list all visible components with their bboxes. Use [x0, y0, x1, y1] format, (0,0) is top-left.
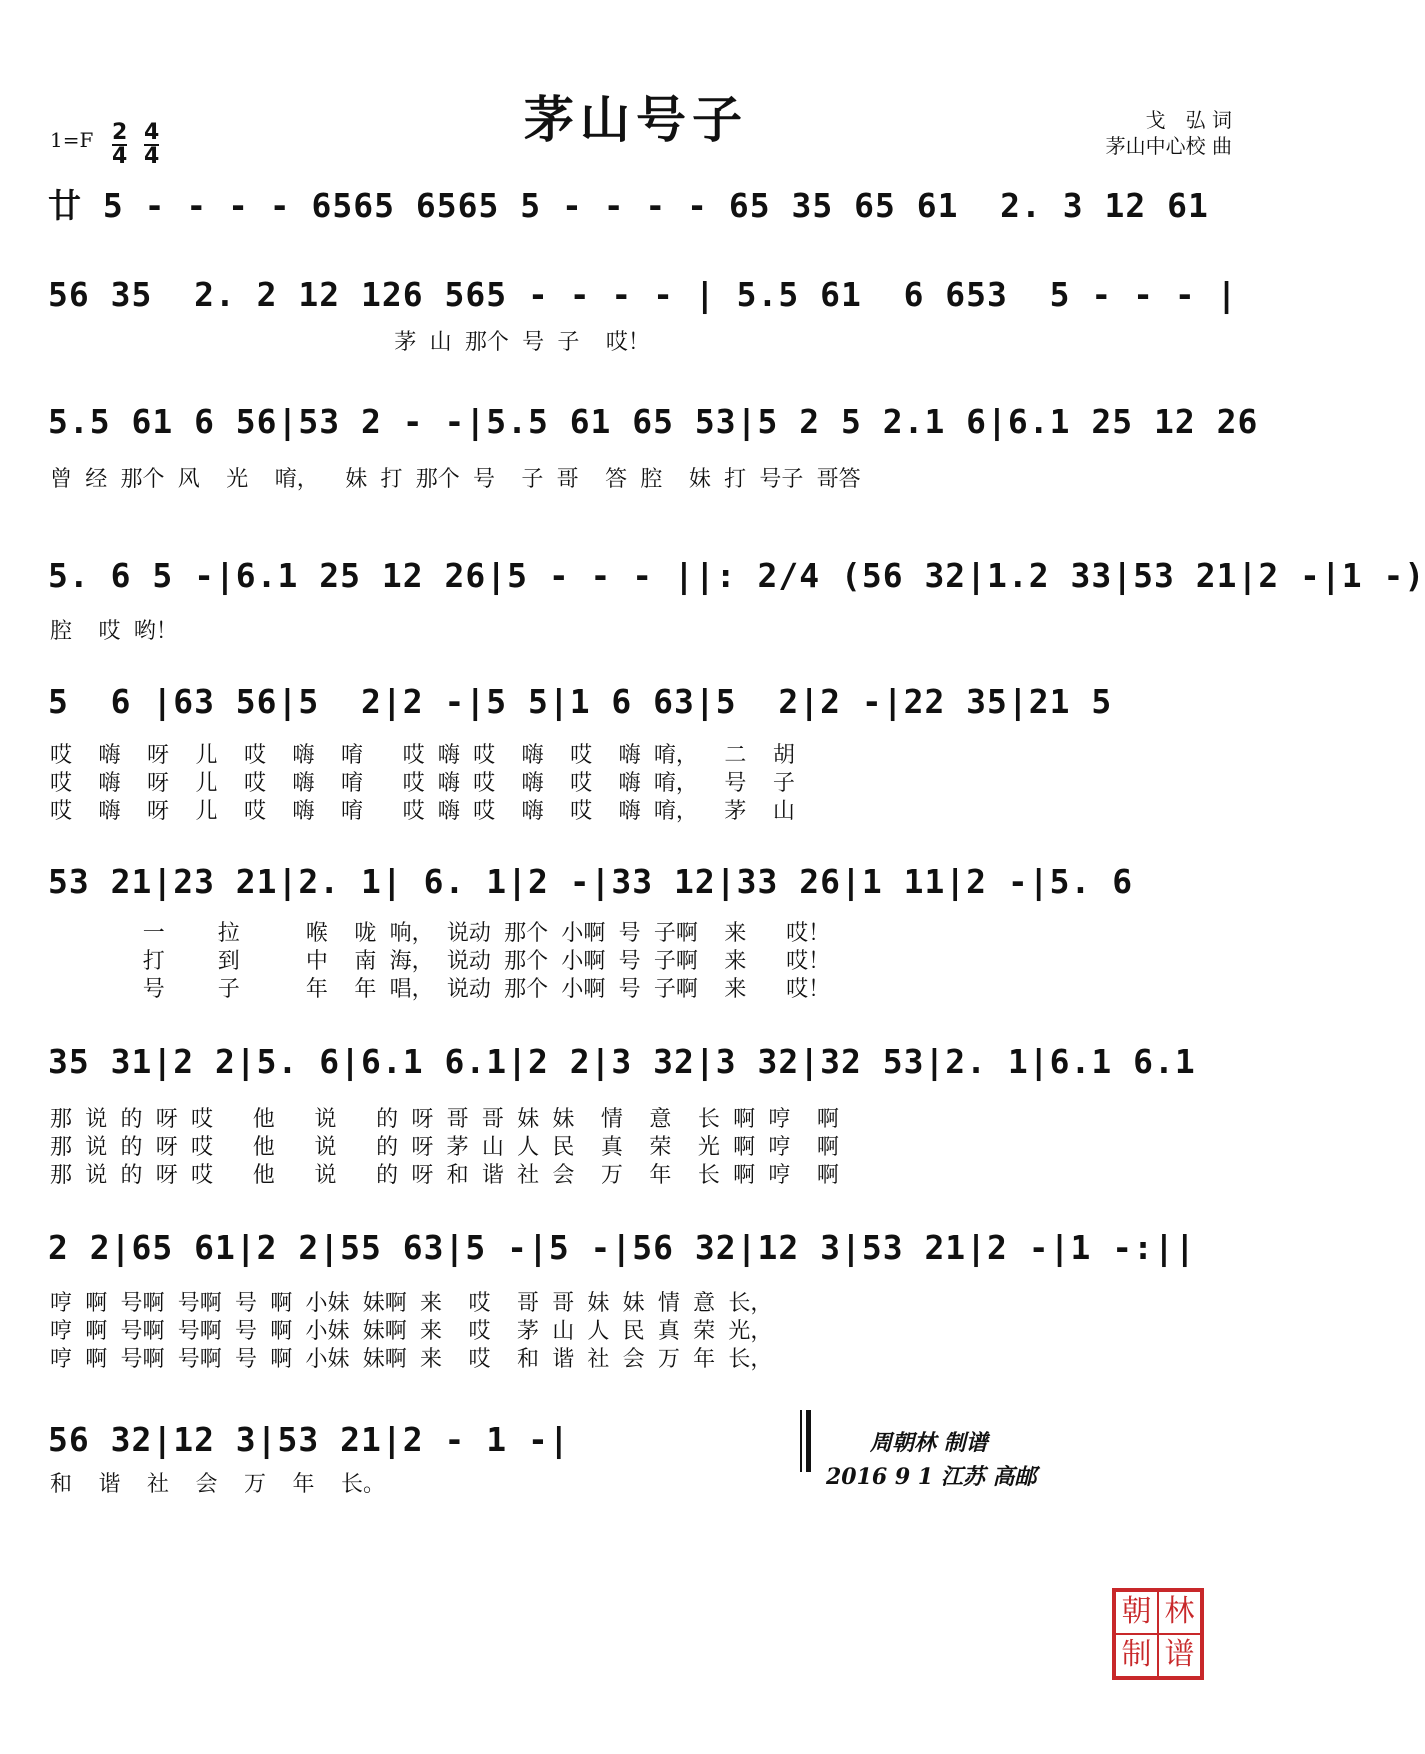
score-date-place: 2016 9 1 江苏 高邮: [826, 1464, 1037, 1490]
seal-char: 林: [1158, 1591, 1201, 1634]
lyric-line-7a: 那 说 的 呀 哎 他 说 的 呀 哥 哥 妹 妹 情 意 长 啊 哼 啊: [50, 1107, 839, 1132]
meter-first: [112, 122, 127, 168]
lyric-line-6c: 号 子 年 年 唱， 说动 那个 小啊 号 子啊 来 哎！: [50, 977, 831, 1002]
seal-char: 制: [1115, 1634, 1158, 1677]
score-line-1: 廿 5 - - - - 6565 6565 5 - - - - 65 35 65 61 2. 3 12 61: [48, 186, 1209, 225]
lyric-line-4: 腔 哎 哟！: [50, 619, 178, 644]
score-line-7: 35 31|2 2|5. 6|6.1 6.1|2 2|3 32|3 32|32 53|2. 1|6.1 6.1: [48, 1042, 1196, 1081]
score-line-5: 5 6 |63 56|5 2|2 -|5 5|1 6 63|5 2|2 -|22 35|21 5: [48, 682, 1113, 721]
score-line-2: 56 35 2. 2 12 126 565 - - - - | 5.5 61 6 653 5 - - - |: [48, 275, 1238, 314]
meter-second-num: 4: [144, 120, 160, 145]
meter-first-num: 2: [112, 120, 128, 145]
lyric-line-6b: 打 到 中 南 海， 说动 那个 小啊 号 子啊 来 哎！: [50, 949, 831, 974]
final-barline: [800, 1410, 802, 1472]
lyric-line-5a: 哎 嗨 呀 儿 哎 嗨 唷 哎 嗨 哎 嗨 哎 嗨 唷， 二 胡: [50, 743, 795, 768]
seal-char: 谱: [1158, 1634, 1201, 1677]
final-barline-thick: [806, 1410, 811, 1472]
score-line-8: 2 2|65 61|2 2|55 63|5 -|5 -|56 32|12 3|53 21|2 -|1 -:||: [48, 1228, 1196, 1267]
score-maker: 周朝林 制谱: [870, 1430, 988, 1456]
lyric-line-7c: 那 说 的 呀 哎 他 说 的 呀 和 谐 社 会 万 年 长 啊 哼 啊: [50, 1163, 839, 1188]
red-seal: [1112, 1588, 1204, 1680]
score-line-6: 53 21|23 21|2. 1| 6. 1|2 -|33 12|33 26|1 11|2 -|5. 6: [48, 862, 1134, 901]
lyric-line-3: 曾 经 那个 风 光 唷， 妹 打 那个 号 子 哥 答 腔 妹 打 号子 哥答: [50, 467, 861, 492]
lyric-line-7b: 那 说 的 呀 哎 他 说 的 呀 茅 山 人 民 真 荣 光 啊 哼 啊: [50, 1135, 839, 1160]
lyric-line-8b: 哼 啊 号啊 号啊 号 啊 小妹 妹啊 来 哎 茅 山 人 民 真 荣 光，: [50, 1319, 773, 1344]
lyricist-credit: 戈 弘 词: [1145, 108, 1232, 132]
meter-second-den: 4: [144, 144, 160, 169]
lyric-line-6a: 一 拉 喉 咙 响， 说动 那个 小啊 号 子啊 来 哎！: [50, 921, 831, 946]
score-line-4: 5. 6 5 -|6.1 25 12 26|5 - - - ||: 2/4 (56 32|1.2 33|53 21|2 -|1 -): [48, 556, 1425, 595]
seal-char: 朝: [1115, 1591, 1158, 1634]
lyric-line-9: 和 谐 社 会 万 年 长。: [50, 1472, 385, 1497]
lyric-line-8c: 哼 啊 号啊 号啊 号 啊 小妹 妹啊 来 哎 和 谐 社 会 万 年 长，: [50, 1347, 773, 1372]
lyric-line-5c: 哎 嗨 呀 儿 哎 嗨 唷 哎 嗨 哎 嗨 哎 嗨 唷， 茅 山: [50, 799, 795, 824]
key-signature: 1=F: [50, 128, 94, 152]
page-title: 茅山号子: [524, 90, 748, 149]
score-line-9: 56 32|12 3|53 21|2 - 1 -|: [48, 1420, 570, 1459]
score-line-3: 5.5 61 6 56|53 2 - -|5.5 61 65 53|5 2 5 2.1 6|6.1 25 12 26: [48, 402, 1259, 441]
lyric-line-8a: 哼 啊 号啊 号啊 号 啊 小妹 妹啊 来 哎 哥 哥 妹 妹 情 意 长，: [50, 1291, 773, 1316]
meter-second: [144, 122, 159, 168]
composer-credit: 茅山中心校 曲: [1105, 134, 1232, 158]
lyric-line-2: 茅 山 那个 号 子 哎！: [50, 330, 650, 355]
meter-first-den: 4: [112, 144, 128, 169]
lyric-line-5b: 哎 嗨 呀 儿 哎 嗨 唷 哎 嗨 哎 嗨 哎 嗨 唷， 号 子: [50, 771, 795, 796]
